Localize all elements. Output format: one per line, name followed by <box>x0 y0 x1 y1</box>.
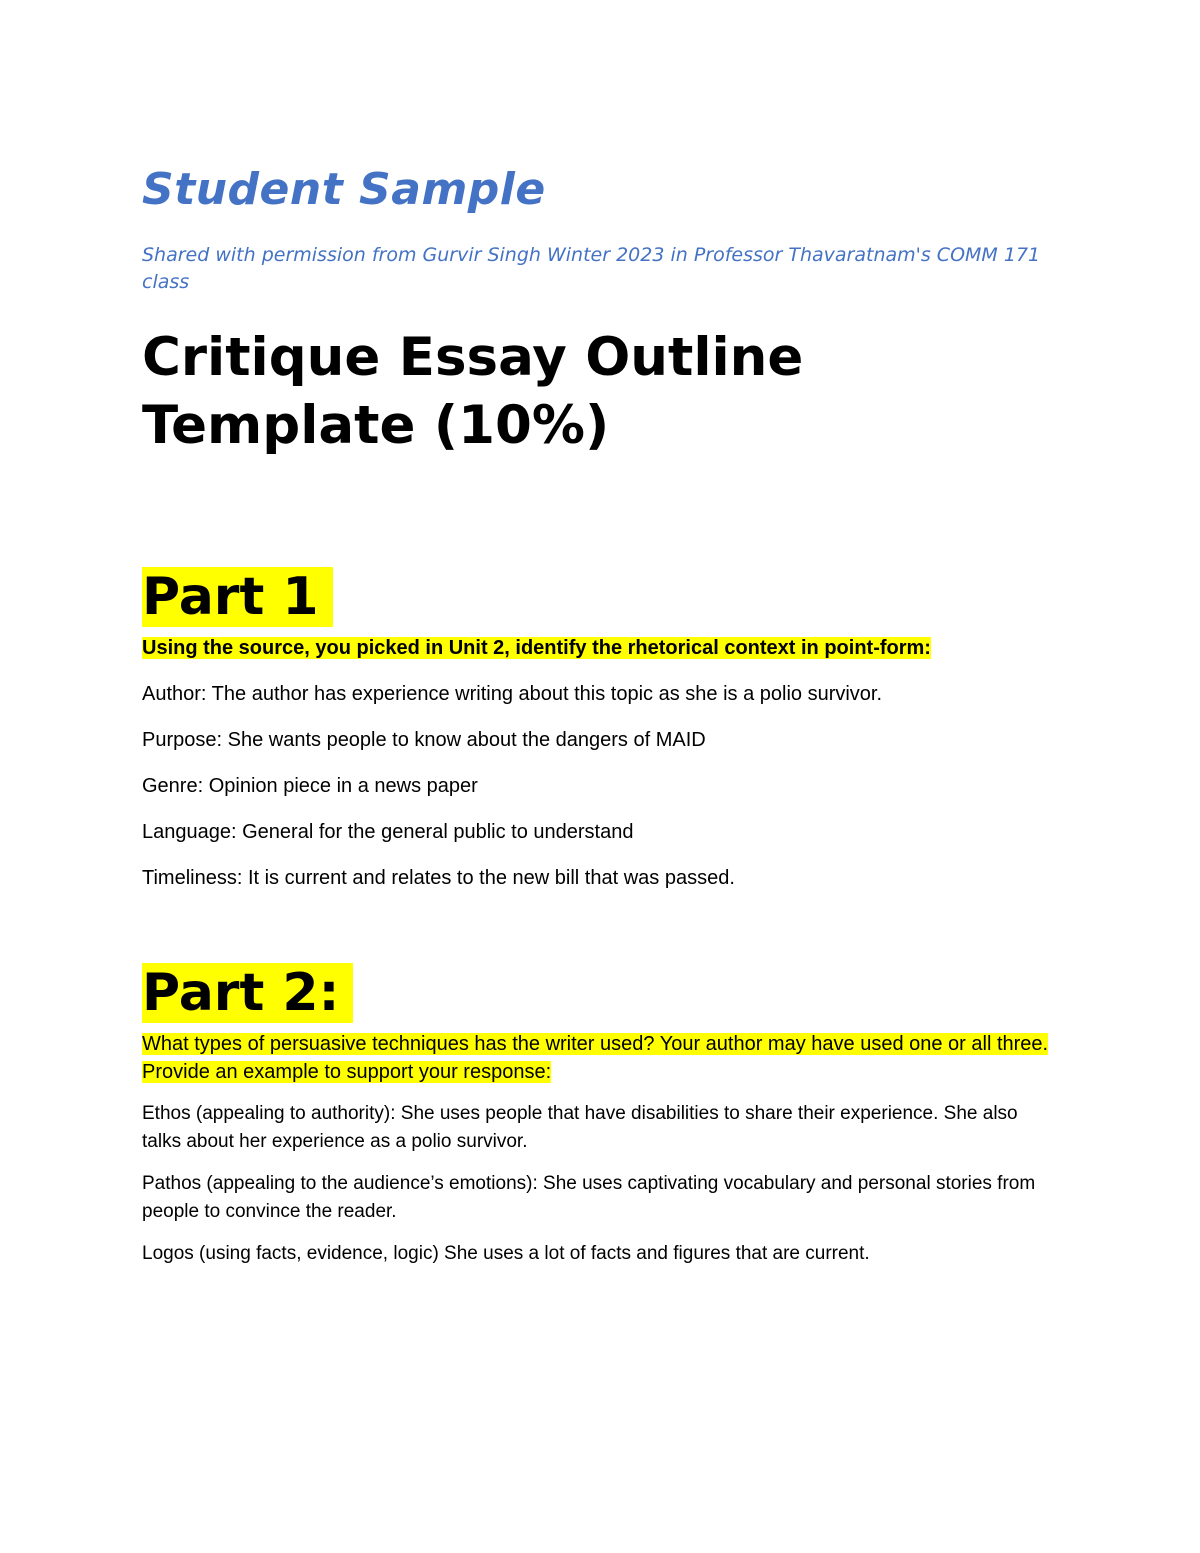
part2-item-logos <box>142 1240 1052 1268</box>
item-label: Pathos (appealing to the audience’s emotions): <box>142 1173 538 1194</box>
document-content <box>142 160 1062 1268</box>
student-sample-title: Student Sample <box>142 164 546 215</box>
part1-item-language <box>142 818 1062 846</box>
part2-prompt-line1: What types of persuasive techniques has the writer used? Your author may have used one or all three. <box>142 1033 1049 1055</box>
part1-item-purpose <box>142 726 1062 754</box>
document-title-line1: Critique Essay Outline <box>142 327 804 388</box>
item-answer: Opinion piece in a news paper <box>203 775 478 797</box>
item-label: Genre: <box>142 775 204 797</box>
part2-heading <box>142 962 1062 1024</box>
item-answer: She uses people that have disabilities to share their experience. She also talks about her experience as a polio survivor. <box>142 1103 1018 1152</box>
item-label: Language: <box>142 821 237 843</box>
item-label: Author: <box>142 683 207 705</box>
part2-item-pathos <box>142 1170 1052 1226</box>
document-title-line2: Template (10%) <box>142 395 610 456</box>
item-answer: She uses captivating vocabulary and personal stories from people to convince the reader. <box>142 1173 1036 1222</box>
part1-prompt-text: Using the source, you picked in Unit 2, identify the rhetorical context in point-form: <box>142 637 931 659</box>
item-answer: General for the general public to understand <box>236 821 634 843</box>
part2-prompt <box>142 1030 1062 1086</box>
part2-heading-text: Part 2: <box>142 963 353 1023</box>
part2-item-ethos <box>142 1100 1052 1156</box>
item-label: Ethos (appealing to authority): <box>142 1103 396 1124</box>
item-label: Purpose: <box>142 729 223 751</box>
part1-item-timeliness <box>142 864 1062 892</box>
item-answer: It is current and relates to the new bill that was passed. <box>242 867 735 889</box>
document-title <box>142 324 1042 460</box>
part2-prompt-line2: Provide an example to support your response: <box>142 1061 552 1083</box>
part1-heading-text: Part 1 <box>142 567 333 627</box>
part1-heading <box>142 566 1062 628</box>
item-answer: She wants people to know about the dangers of MAID <box>222 729 706 751</box>
part1-item-genre <box>142 772 1062 800</box>
part1-item-author <box>142 680 1062 708</box>
item-label: Logos (using facts, evidence, logic) <box>142 1243 439 1264</box>
item-answer: The author has experience writing about this topic as she is a polio survivor. <box>206 683 883 705</box>
item-answer: She uses a lot of facts and figures that are current. <box>438 1243 870 1264</box>
part1-prompt <box>142 634 1062 662</box>
item-label: Timeliness: <box>142 867 243 889</box>
permission-line: Shared with permission from Gurvir Singh Winter 2023 in Professor Thavaratnam's COMM 171 class <box>142 244 1041 293</box>
